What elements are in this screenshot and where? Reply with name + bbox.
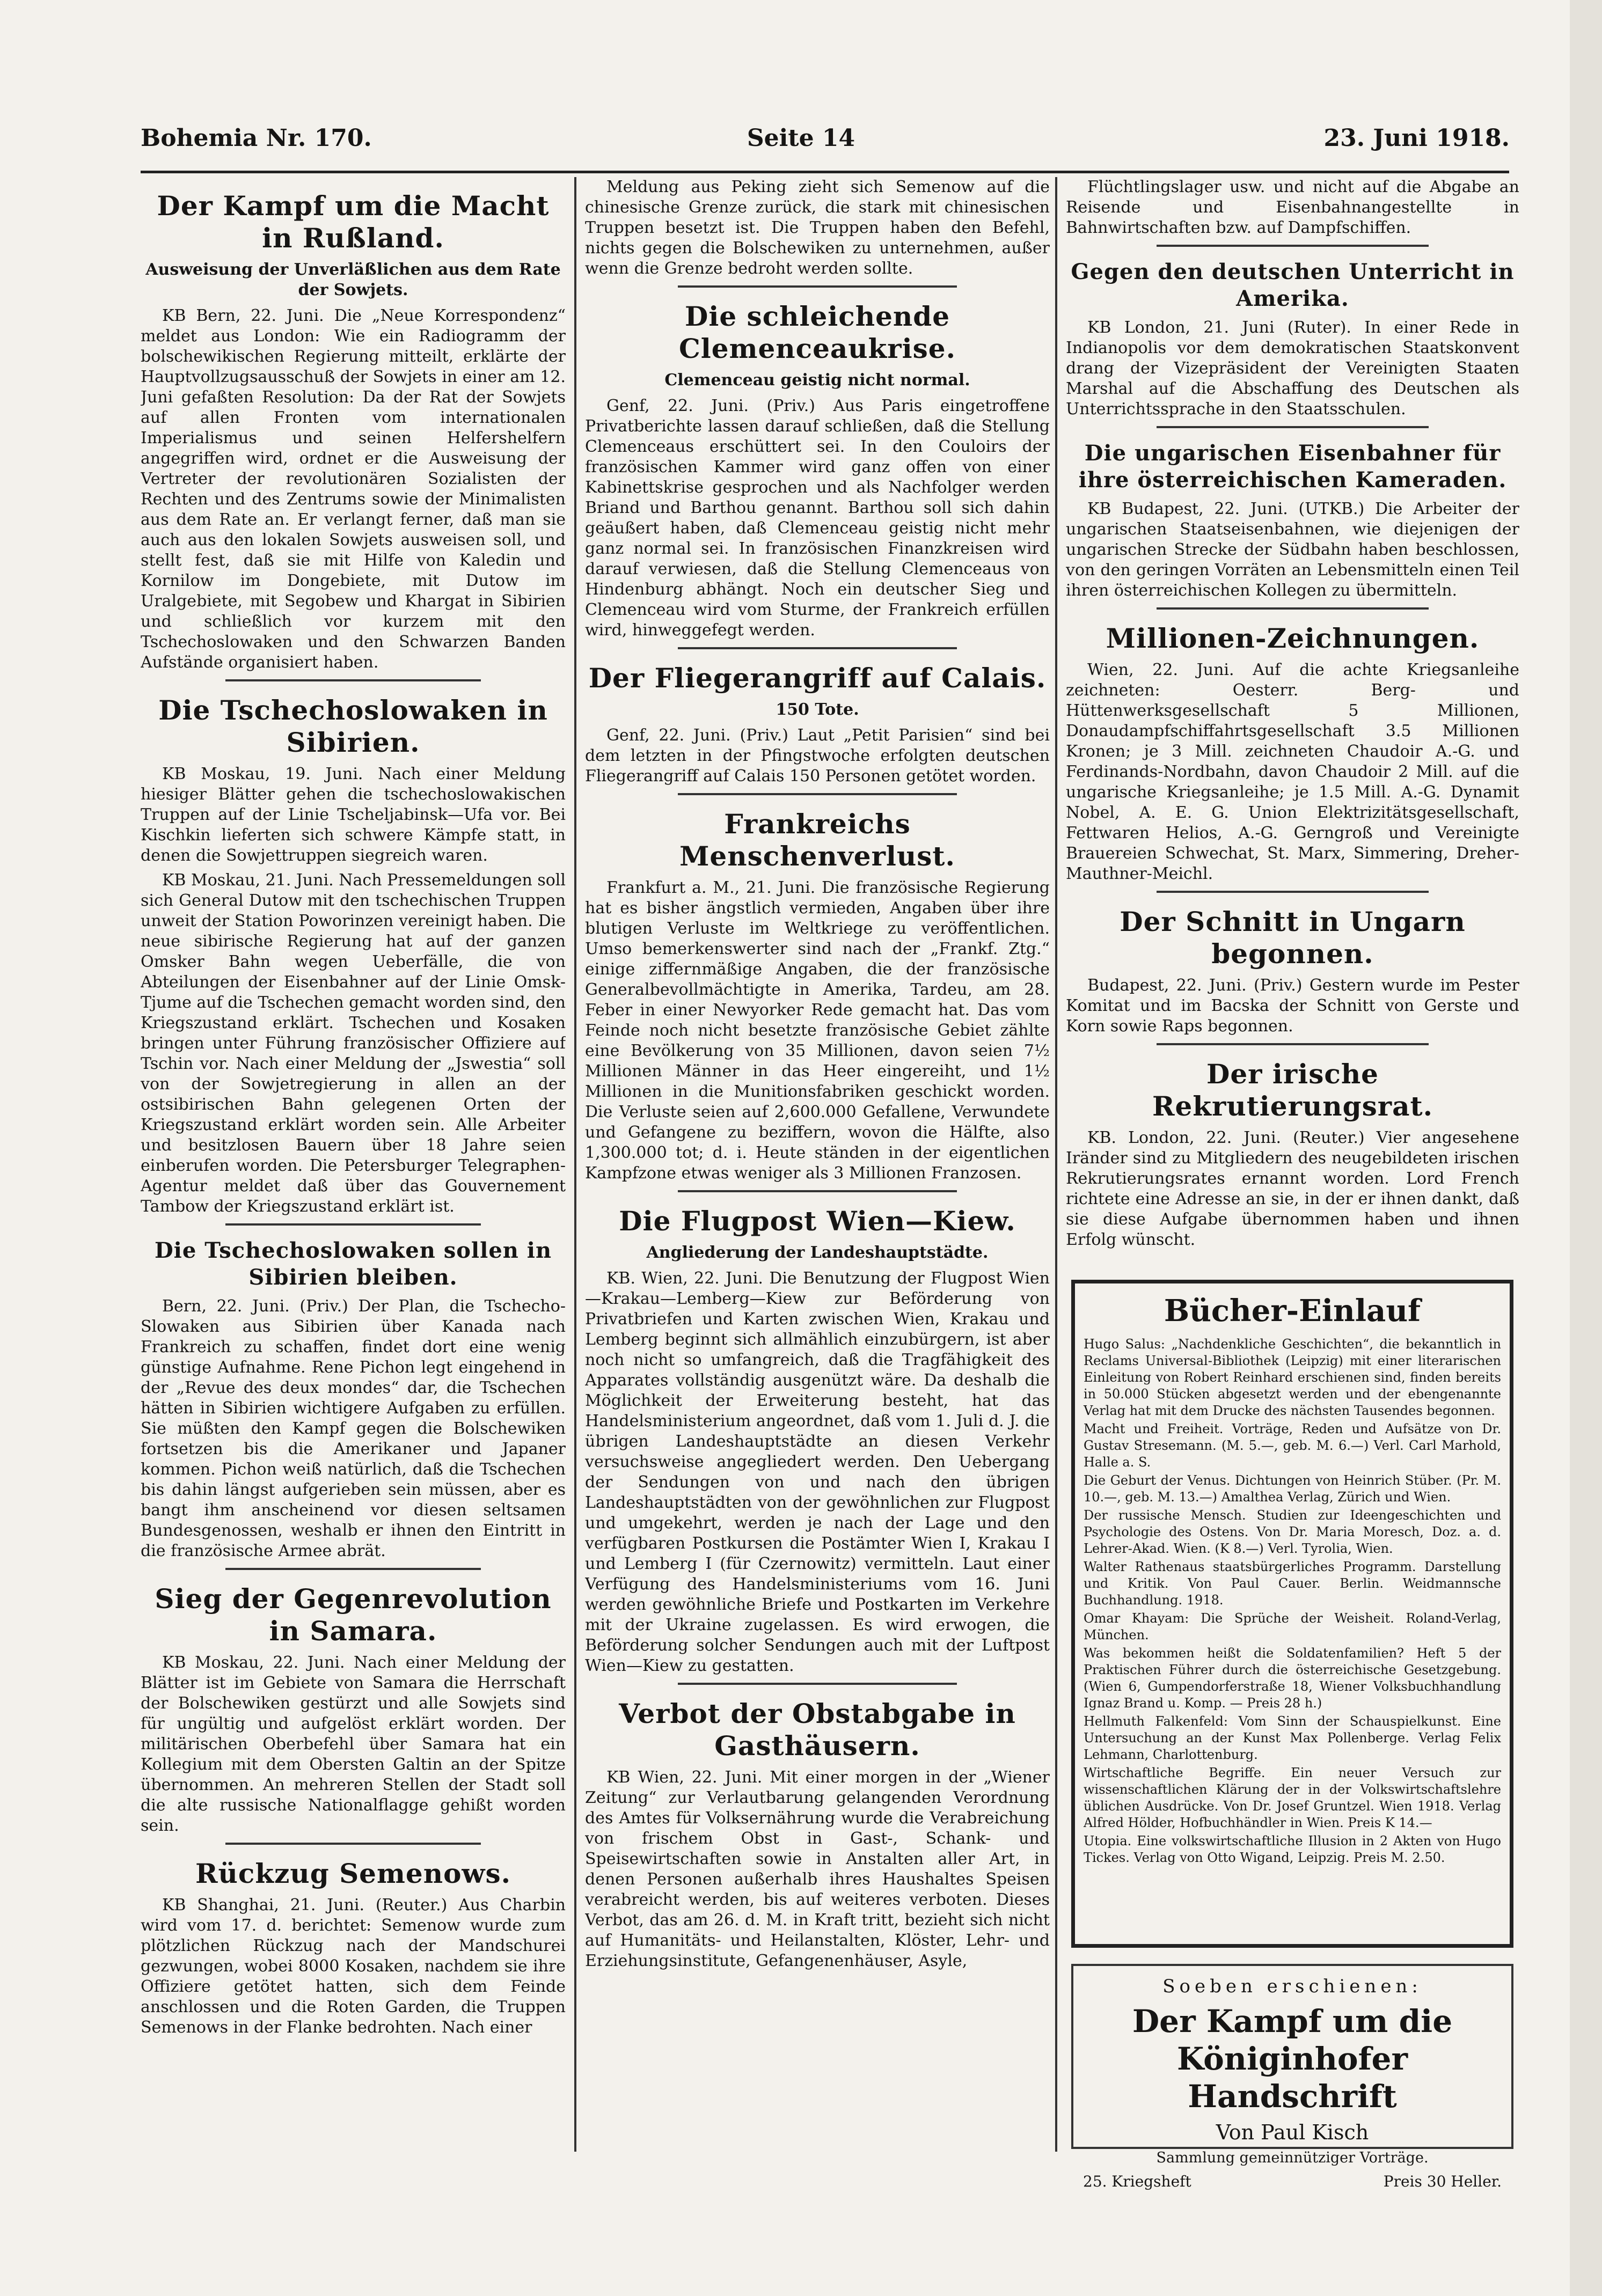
masthead-page-number: Seite 14 bbox=[747, 124, 855, 152]
article bbox=[141, 1858, 566, 2038]
article bbox=[585, 177, 1050, 288]
header-rule bbox=[141, 171, 1509, 173]
article bbox=[1066, 440, 1519, 610]
headline: Der Fliegerangriff auf Calais. bbox=[588, 662, 1047, 694]
article-separator bbox=[678, 793, 957, 795]
paragraph: KB Bern, 22. Juni. Die „Neue Korrespondenz“ meldet aus London: Wie ein Radiogramm der bolschewikischen Regierung mitteilt, erklärte der Hauptvollzugsausschuß der Sowjets in einer am 12. Juni gefaßten Resolution: Da der Rat der Sowjets auf allen Fronten vom internationalen Imperialismus und seinen Helfershelfern angegriffen wird, ordnet er die Ausweisung der Vertreter der revolutionären Sozialisten der Rechten und des Zentrums sowie der Minimalisten aus dem Rate an. Er verlangt ferner, daß man sie auch aus den lokalen Sowjets ausweisen soll, und stellt fest, daß sie mit Hilfe von Kaledin und Kornilow im Dongebiete, mit Dutow im Uralgebiete, mit Segobew und Khargat in Sibirien und schließlich vor kurzem mit den Tschechoslowaken und den Schwarzen Banden Aufstände organisiert haben. bbox=[141, 306, 566, 672]
advertisement bbox=[1071, 1964, 1513, 2190]
headline: Millionen-Zeichnungen. bbox=[1106, 622, 1480, 654]
ad-author: Von Paul Kisch bbox=[1216, 2121, 1369, 2144]
article-separator bbox=[1157, 607, 1429, 610]
article-separator bbox=[225, 679, 480, 681]
column-rule bbox=[1055, 177, 1057, 2152]
ad-price: Preis 30 Heller. bbox=[1383, 2173, 1502, 2190]
article bbox=[585, 1698, 1050, 1971]
headline: Die Tschechoslowaken in Sibirien. bbox=[158, 694, 548, 758]
paragraph: Wien, 22. Juni. Auf die achte Kriegsanleihe zeichneten: Oesterr. Berg- und Hüttenwerksgesellschaft 5 Millionen, Donaudampfschiffahrtsgesellschaft 3.5 Millionen Kronen; je 3 Mill. zeichneten Chaudoir A.-G. und Ferdinands-Nordbahn, davon Chaudoir 2 Mill. auf die ungarische Kriegsanleihe; je 1.5 Mill. A.-G. Dynamit Nobel, A. E. G. Union Elektrizitätsgesellschaft, Fettwaren Helios, A.-G. Gerngroß und Vereinigte Brauereien Schwechat, St. Marx, Simmering, Dreher-Mauthner-Meichl. bbox=[1066, 661, 1519, 883]
article-separator bbox=[678, 285, 957, 288]
article-separator bbox=[225, 1843, 480, 1845]
headline: Sieg der Gegenrevolution in Samara. bbox=[155, 1583, 552, 1647]
article-separator bbox=[1157, 245, 1429, 247]
book-entry: Omar Khayam: Die Sprüche der Weisheit. Roland-Verlag, München. bbox=[1084, 1611, 1501, 1642]
ad-announcement: Soeben erschienen: bbox=[1162, 1976, 1422, 1997]
book-entry: Hellmuth Falkenfeld: Vom Sinn der Schauspielkunst. Eine Untersuchung an der Kunst Max Pollenberge. Verlag Felix Lehmann, Charlottenburg. bbox=[1084, 1714, 1501, 1762]
headline: Die Tschechoslowaken sollen in Sibirien bleiben. bbox=[154, 1238, 552, 1290]
article-separator bbox=[1157, 426, 1429, 428]
article-separator bbox=[225, 1223, 480, 1226]
article bbox=[585, 300, 1050, 649]
paragraph: Frankfurt a. M., 21. Juni. Die französische Regierung hat es bisher ängstlich vermieden, Angaben über ihre blutigen Verluste im Weltkriege zu veröffentlichen. Umso bemerkenswerter sind nach der „Frankf. Ztg.“ einige ziffernmäßige Angaben, die der französische Generalbevollmächtigte in Amerika, Tardeu, am 28. Feber in einer Newyorker Rede gemacht hat. Das vom Feinde noch nicht besetzte französische Gebiet zählte eine Bevölkerung von 35 Millionen, davon seien 7½ Millionen Männer in das Heer eingereiht, und 1½ Millionen in die Munitionsfabriken geschickt worden. Die Verluste seien auf 2,600.000 Gefallene, Verwundete und Gefangene zu beziffern, wovon die Hälfte, also 1,300.000 tot; d. i. Heute ständen in der eigentlichen Kampfzone etwas weniger als 3 Millionen Franzosen. bbox=[585, 878, 1050, 1183]
paragraph: KB. London, 22. Juni. (Reuter.) Vier angesehene Iränder sind zu Mitgliedern des neugebildeten irischen Rekrutierungsrates ernannt worden. Lord French richtete eine Adresse an sie, in der er ihnen dankt, daß sie diese Aufgabe übernommen haben und ihnen Erfolg wünscht. bbox=[1066, 1128, 1519, 1249]
article bbox=[585, 1205, 1050, 1685]
book-entry: Was bekommen heißt die Soldatenfamilien? Heft 5 der Praktischen Führer durch die österreichische Gesetzgebung. (Wien 6, Gumpendorferstraße 18, Wiener Volksbuchhandlung Ignaz Brand u. Komp. — Preis 28 h.) bbox=[1084, 1646, 1501, 1711]
article bbox=[141, 1237, 566, 1570]
article bbox=[141, 190, 566, 681]
article-separator bbox=[1157, 891, 1429, 893]
headline: Die ungarischen Eisenbahner für ihre österreichischen Kameraden. bbox=[1078, 441, 1507, 493]
paragraph: Genf, 22. Juni. (Priv.) Laut „Petit Parisien“ sind bei dem letzten in der Pfingstwoche erfolgten deutschen Fliegerangriff auf Calais 150 Personen getötet worden. bbox=[585, 726, 1050, 786]
article bbox=[1066, 259, 1519, 428]
book-entry: Utopia. Eine volkswirtschaftliche Illusion in 2 Akten von Hugo Tickes. Verlag von Otto Wigand, Leipzig. Preis M. 2.50. bbox=[1084, 1833, 1501, 1865]
paragraph: KB Budapest, 22. Juni. (UTKB.) Die Arbeiter der ungarischen Staatseisenbahnen, wie diejenigen der ungarischen Strecke der Südbahn haben beschlossen, von den geringen Vorräten an Lebensmitteln einen Teil ihren österreichischen Kollegen zu übermitteln. bbox=[1066, 500, 1519, 600]
book-entry: Die Geburt der Venus. Dichtungen von Heinrich Stüber. (Pr. M. 10.—, geb. M. 13.—) Amalthea Verlag, Zürich und Wien. bbox=[1084, 1473, 1501, 1505]
book-list-items bbox=[1084, 1336, 1501, 1866]
paragraph: Budapest, 22. Juni. (Priv.) Gestern wurde im Pester Komitat und im Bacska der Schnitt von Gerste und Korn sowie Raps begonnen. bbox=[1066, 976, 1519, 1036]
ad-title: Der Kampf um die Königinhofer Handschrift bbox=[1132, 2003, 1453, 2115]
headline: Rückzug Semenows. bbox=[195, 1858, 511, 1889]
article-separator bbox=[678, 1190, 957, 1192]
paragraph: Genf, 22. Juni. (Priv.) Aus Paris eingetroffene Privatberichte lassen darauf schließen, daß die Stellung Clemenceaus erschüttert sei. In den Couloirs der französischen Kammer wird ganz offen von einer Kabinettskrise gesprochen und als Nachfolger werden Briand und Barthou genannt. Barthou soll sich dahin geäußert haben, daß Clemenceau geistig nicht mehr ganz normal sei. In französischen Finanzkreisen wird darauf verwiesen, daß die Stellung Clemenceaus von Hindenburg abhängt. Noch ein deutscher Sieg und Clemenceau wird vom Sturme, der Frankreich erfüllen wird, hinweggefegt werden. bbox=[585, 397, 1050, 640]
article bbox=[1066, 906, 1519, 1045]
book-list-box bbox=[1071, 1280, 1513, 1948]
article bbox=[585, 808, 1050, 1192]
article bbox=[1066, 622, 1519, 893]
book-list-title: Bücher-Einlauf bbox=[1164, 1293, 1421, 1329]
article-separator bbox=[678, 647, 957, 649]
masthead-left: Bohemia Nr. 170. bbox=[141, 124, 372, 152]
subheadline: 150 Tote. bbox=[776, 700, 859, 719]
article bbox=[141, 1583, 566, 1845]
book-entry: Hugo Salus: „Nachdenkliche Geschichten“, die bekanntlich in Reclams Universal-Bibliothek (Leipzig) mit einer literarischen Einleitung von Robert Reinhard erschienen sind, finden bereits in 50.000 Stücken abgesetzt werden und der ebengenannte Verlag hat mit dem Drucke des nächsten Tausendes begonnen. bbox=[1084, 1337, 1501, 1418]
headline: Frankreichs Menschenverlust. bbox=[679, 808, 955, 872]
ad-issue: 25. Kriegsheft bbox=[1083, 2173, 1191, 2190]
subheadline: Clemenceau geistig nicht normal. bbox=[664, 371, 970, 390]
headline: Die Flugpost Wien—Kiew. bbox=[619, 1205, 1016, 1237]
paragraph: KB Shanghai, 21. Juni. (Reuter.) Aus Charbin wird vom 17. d. berichtet: Semenow wurde zum plötzlichen Rückzug nach der Mandschurei gezwungen, wobei 8000 Kosaken, nachdem sie ihre Offiziere getötet hatten, sich dem Feinde anschlossen und die Roten Garden, die Truppen Semenows in der Flanke bedrohten. Nach einer bbox=[141, 1896, 566, 2037]
article-separator bbox=[225, 1568, 480, 1570]
paragraph: KB Wien, 22. Juni. Mit einer morgen in der „Wiener Zeitung“ zur Verlautbarung gelangenden Verordnung des Amtes für Volksernährung wurde die Verabreichung von frischem Obst in Gast-, Schank- und Speisewirtschaften sowie in Anstalten aller Art, in denen Personen außerhalb ihres Haushaltes Speisen verabreicht werden, bis auf weiteres verboten. Dieses Verbot, das am 26. d. M. in Kraft tritt, bezieht sich nicht auf Humanitäts- und Heilanstalten, Klöster, Lehr- und Erziehungsinstitute, Gefangenenhäuser, Asyle, bbox=[585, 1768, 1050, 1970]
column-middle bbox=[585, 177, 1050, 2157]
book-entry: Der russische Mensch. Studien zur Ideengeschichten und Psychologie des Ostens. Von Dr. Maria Moresch, Doz. a. d. Lehrer-Akad. Wien. (K 8.—) Verl. Tyrolia, Wien. bbox=[1084, 1508, 1501, 1556]
subheadline: Angliederung der Landeshauptstädte. bbox=[646, 1243, 989, 1262]
masthead-date: 23. Juni 1918. bbox=[1323, 124, 1510, 152]
book-entry: Wirtschaftliche Begriffe. Ein neuer Versuch zur wissenschaftlichen Klärung der in der Volkswirtschaftslehre üblichen Ausdrücke. Von Dr. Josef Gruntzel. Wien 1918. Verlag Alfred Hölder, Hofbuchhändler in Wien. Preis K 14.— bbox=[1084, 1765, 1501, 1830]
headline: Die schleichende Clemenceaukrise. bbox=[678, 300, 956, 364]
paragraph: KB London, 21. Juni (Ruter). In einer Rede in Indianopolis vor dem demokratischen Staatskonvent drang der Vizepräsident der Vereinigten Staaten Marshal auf die Abschaffung des Deutschen als Unterrichtssprache in den Staatsschulen. bbox=[1066, 318, 1519, 419]
subheadline: Ausweisung der Unverläßlichen aus dem Rate der Sowjets. bbox=[145, 260, 561, 299]
paragraph: KB Moskau, 22. Juni. Nach einer Meldung der Blätter ist im Gebiete von Samara die Herrschaft der Bolschewiken gestürzt und alle Sowjets sind für ungültig und aufgelöst erklärt worden. Der militärischen Oberbefehl über Samara hat ein Kollegium mit dem Obersten Galtin an der Spitze übernommen. An mehreren Stellen der Stadt soll die alte russische Nationalflagge gehißt worden sein. bbox=[141, 1653, 566, 1835]
paragraph: Bern, 22. Juni. (Priv.) Der Plan, die Tschecho-Slowaken aus Sibirien über Kanada nach Frankreich zu schaffen, findet dort eine wenig günstige Aufnahme. Rene Pichon legt eingehend in der „Revue des deux mondes“ dar, die Tschechen hätten in Sibirien wichtigere Aufgaben zu erfüllen. Sie müßten den Kampf gegen die Bolschewiken fortsetzen bis die Amerikaner und Japaner kommen. Pichon weiß natürlich, daß die Tschechen bis dahin längst aufgerieben sein müssen, aber es bangt ihm anscheinend vor diesen seltsamen Bundesgenossen, weshalb er ihnen den Eintritt in die französische Armee abrät. bbox=[141, 1297, 566, 1560]
book-entry: Walter Rathenaus staatsbürgerliches Programm. Darstellung und Kritik. Von Paul Cauer. Berlin. Weidmannsche Buchhandlung. 1918. bbox=[1084, 1559, 1501, 1608]
paragraph: KB. Wien, 22. Juni. Die Benutzung der Flugpost Wien—Krakau—Lemberg—Kiew zur Beförderung von Privatbriefen und Karten zwischen Wien, Krakau und Lemberg beginnt sich allmählich einzubürgern, ist aber noch nicht so umfangreich, daß die Tragfähigkeit des Apparates vollständig ausgenützt wäre. Da deshalb die Möglichkeit der Erweiterung besteht, hat das Handelsministerium angeordnet, daß vom 1. Juli d. J. die übrigen Landeshauptstädte an diesen Verkehr versuchsweise angegliedert werden. Den Uebergang der Sendungen von und nach den übrigen Landeshauptstädten von der gewöhnlichen zur Flugpost und umgekehrt, werden je nach der Lage und den verfügbaren Postkursen die Postämter Wien I, Krakau I und Lemberg I (für Czernowitz) vermitteln. Laut einer Verfügung des Handelsministeriums vom 16. Juni werden gewöhnliche Briefe und Postkarten im Verkehre mit der Ukraine zugelassen. Es wird erwogen, die Beförderung solcher Sendungen auch mit der Luftpost Wien—Kiew zu gestatten. bbox=[585, 1269, 1050, 1675]
article bbox=[141, 694, 566, 1226]
headline: Verbot der Obstabgabe in Gasthäusern. bbox=[619, 1698, 1016, 1762]
book-entry: Macht und Freiheit. Vorträge, Reden und Aufsätze von Dr. Gustav Stresemann. (M. 5.—, geb. M. 6.—) Verl. Carl Marhold, Halle a. S. bbox=[1084, 1421, 1501, 1470]
headline: Der Kampf um die Macht in Rußland. bbox=[157, 190, 550, 254]
article-separator bbox=[678, 1683, 957, 1685]
headline: Der Schnitt in Ungarn begonnen. bbox=[1120, 906, 1466, 970]
article bbox=[1066, 177, 1519, 247]
headline: Der irische Rekrutierungsrat. bbox=[1152, 1058, 1433, 1122]
headline: Gegen den deutschen Unterricht in Amerika. bbox=[1071, 259, 1515, 311]
ad-footer bbox=[1083, 2173, 1502, 2190]
paragraph: KB Moskau, 21. Juni. Nach Pressemeldungen soll sich General Dutow mit den tschechischen Truppen unweit der Station Poworinzen vereinigt haben. Die neue sibirische Regierung hat auf der ganzen Omsker Bahn wegen Ueberfälle, die von Abteilungen der Eisenbahner auf der Linie Omsk-Tjume auf die Tschechen gemacht worden sind, den Kriegszustand erklärt. Tschechen und Kosaken bringen unter Führung französischer Offiziere auf Tschin vor. Nach einer Meldung der „Jswestia“ soll von der Sowjetregierung in allen an der ostsibirischen Bahn gelegenen Orten der Kriegszustand erklärt worden sein. Alle Arbeiter und besitzlosen Bauern über 18 Jahre seien einberufen worden. Die Petersburger Telegraphen-Agentur meldet daß über das Gouvernement Tambow der Kriegszustand erklärt ist. bbox=[141, 871, 566, 1216]
ad-series: Sammlung gemeinnütziger Vorträge. bbox=[1156, 2150, 1429, 2166]
article bbox=[585, 662, 1050, 795]
page-edge bbox=[1570, 0, 1602, 2296]
column-left bbox=[141, 177, 566, 2152]
paragraph: KB Moskau, 19. Juni. Nach einer Meldung hiesiger Blätter gehen die tschechoslowakischen Truppen auf der Linie Tscheljabinsk—Ufa vor. Bei Kischkin lieferten sich schwere Kämpfe statt, in denen die Sowjettruppen siegreich waren. bbox=[141, 765, 566, 865]
article-separator bbox=[1157, 1043, 1429, 1045]
paragraph: Flüchtlingslager usw. und nicht auf die Abgabe an Reisende und Eisenbahnangestellte in Bahnwirtschaften bzw. auf Dampfschiffen. bbox=[1066, 178, 1519, 237]
paragraph: Meldung aus Peking zieht sich Semenow auf die chinesische Grenze zurück, die stark mit chinesischen Truppen besetzt ist. Die Truppen haben den Befehl, nichts gegen die Bolschewiken zu unternehmen, außer wenn die Grenze bedroht werden sollte. bbox=[585, 178, 1050, 278]
column-rule bbox=[574, 177, 576, 2152]
article bbox=[1066, 1058, 1519, 1250]
